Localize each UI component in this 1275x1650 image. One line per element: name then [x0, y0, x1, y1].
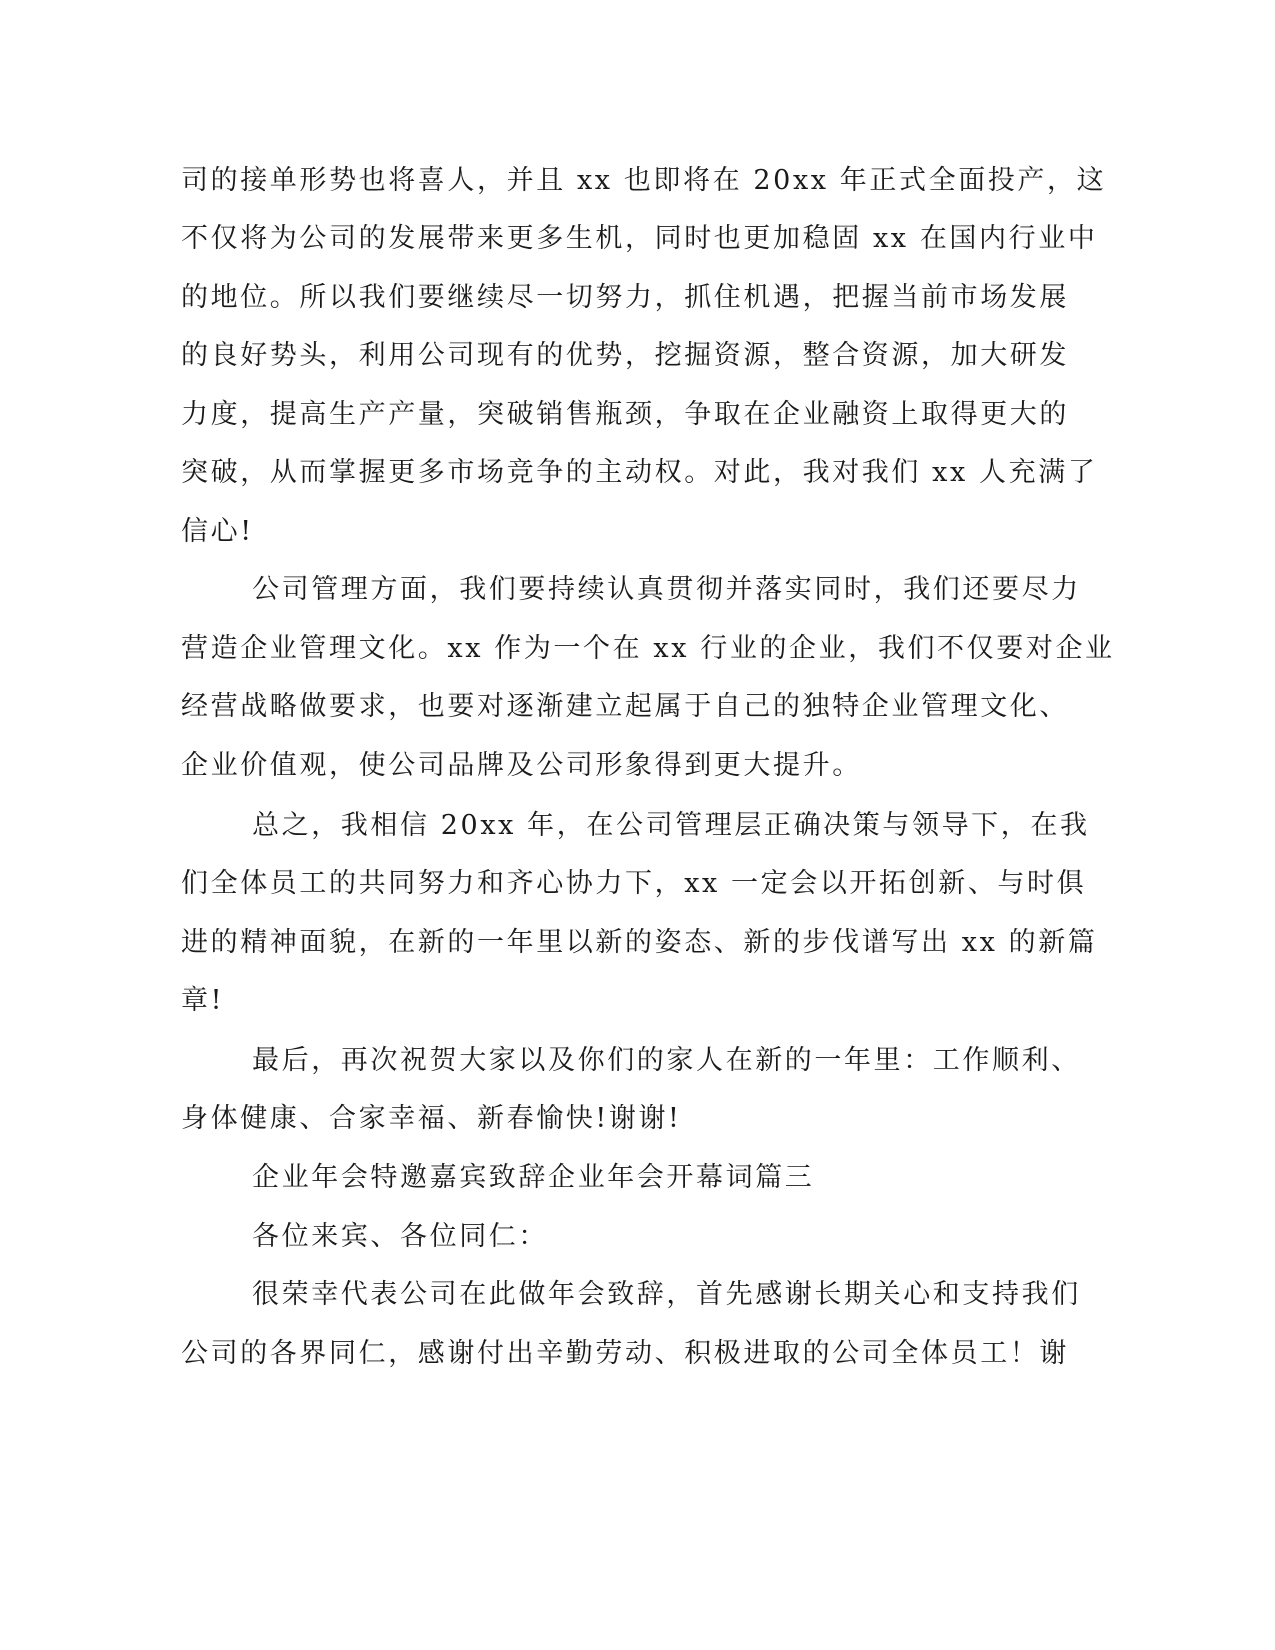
text-line: 公司的各界同仁，感谢付出辛勤劳动、积极进取的公司全体员工！谢 [181, 1338, 1069, 1369]
text-line: 突破，从而掌握更多市场竞争的主动权。对此，我对我们 xx 人充满了 [181, 457, 1098, 488]
text-line: 身体健康、合家幸福、新春愉快!谢谢! [181, 1103, 682, 1134]
text-line: 章! [181, 985, 225, 1016]
text-line: 营造企业管理文化。xx 作为一个在 xx 行业的企业，我们不仅要对企业 [181, 633, 1115, 664]
paragraph-first-line: 公司管理方面，我们要持续认真贯彻并落实同时，我们还要尽力 [252, 574, 1081, 605]
text-line: 们全体员工的共同努力和齐心协力下，xx 一定会以开拓创新、与时俱 [181, 868, 1087, 899]
text-line: 经营战略做要求，也要对逐渐建立起属于自己的独特企业管理文化、 [181, 691, 1069, 722]
text-line: 不仅将为公司的发展带来更多生机，同时也更加稳固 xx 在国内行业中 [181, 223, 1098, 254]
text-line: 企业价值观，使公司品牌及公司形象得到更大提升。 [181, 750, 862, 781]
text-line: 的良好势头，利用公司现有的优势，挖掘资源，整合资源，加大研发 [181, 340, 1069, 371]
paragraph-first-line: 总之，我相信 20xx 年，在公司管理层正确决策与领导下，在我 [252, 810, 1090, 841]
text-line: 信心! [181, 516, 254, 547]
paragraph-first-line: 最后，再次祝贺大家以及你们的家人在新的一年里：工作顺利、 [252, 1045, 1081, 1076]
text-line: 进的精神面貌，在新的一年里以新的姿态、新的步伐谱写出 xx 的新篇 [181, 927, 1098, 958]
paragraph-first-line: 很荣幸代表公司在此做年会致辞，首先感谢长期关心和支持我们 [252, 1279, 1081, 1310]
text-line: 力度，提高生产产量，突破销售瓶颈，争取在企业融资上取得更大的 [181, 399, 1069, 430]
text-line: 司的接单形势也将喜人，并且 xx 也即将在 20xx 年正式全面投产，这 [181, 165, 1107, 196]
text-line: 的地位。所以我们要继续尽一切努力，抓住机遇，把握当前市场发展 [181, 282, 1069, 313]
section-heading: 企业年会特邀嘉宾致辞企业年会开幕词篇三 [252, 1162, 815, 1193]
salutation: 各位来宾、各位同仁： [252, 1221, 548, 1252]
